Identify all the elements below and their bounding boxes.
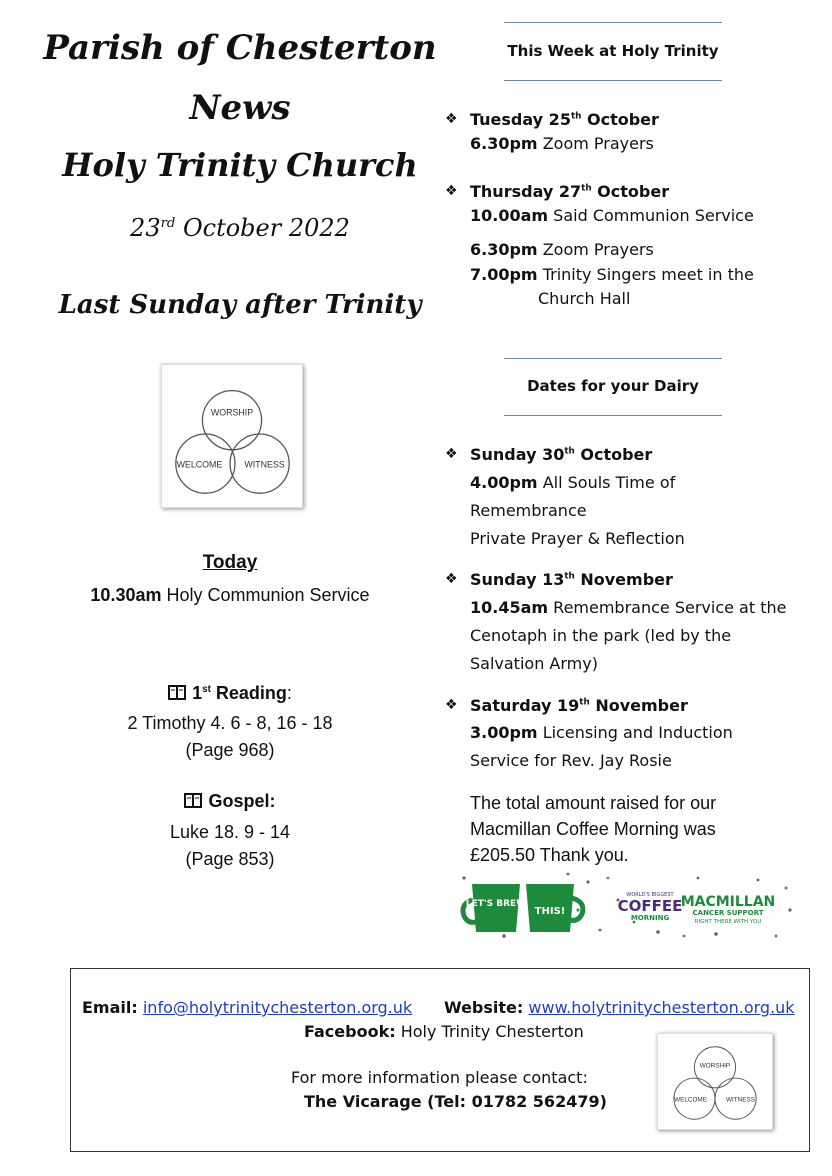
logo-text-witness: WITNESS (244, 459, 285, 470)
church-logo-small (657, 1033, 773, 1130)
event-line: 6.30pm Zoom Prayers (470, 134, 654, 153)
first-reading-heading: 1st Reading: (40, 683, 420, 704)
svg-text:LET'S BREW: LET'S BREW (465, 899, 527, 909)
event-line: 7.00pm Trinity Singers meet in the (470, 265, 754, 284)
event-line: Cenotaph in the park (led by the (470, 626, 732, 645)
svg-text:THIS!: THIS! (534, 906, 566, 917)
gospel-heading: Gospel: (40, 791, 420, 812)
svg-text:MACMILLAN: MACMILLAN (680, 894, 776, 910)
svg-text:WORLD'S BIGGEST: WORLD'S BIGGEST (626, 892, 674, 898)
facebook-line: Facebook: Holy Trinity Chesterton (304, 1022, 584, 1041)
book-icon (184, 792, 202, 807)
email-line: Email: info@holytrinitychesterton.org.uk (82, 998, 413, 1017)
contact-prompt: For more information please contact: (291, 1068, 588, 1087)
event-line: Salvation Army) (470, 654, 598, 673)
event-line: 3.00pm Licensing and Induction (470, 723, 733, 742)
mug-icon (526, 884, 583, 932)
today-service: 10.30am Holy Communion Service (90, 585, 370, 605)
email-link[interactable]: info@holytrinitychesterton.org.uk (142, 998, 413, 1017)
event-line: 10.00am Said Communion Service (470, 206, 754, 225)
book-icon (168, 684, 186, 699)
event-line: 6.30pm Zoom Prayers (470, 240, 654, 259)
logo-text-worship: WORSHIP (210, 407, 254, 418)
issue-date: 23rd October 2022 (130, 214, 350, 242)
newsletter-title: Parish of Chesterton (43, 28, 437, 68)
divider (504, 80, 722, 81)
macmillan-logo (681, 894, 776, 925)
logo-text-welcome: WELCOME (176, 459, 223, 470)
diamond-bullet-icon: ❖ (445, 571, 458, 587)
first-reading-reference: 2 Timothy 4. 6 - 8, 16 - 18 (Page 968) (127, 713, 333, 760)
event-line: Church Hall (538, 289, 631, 308)
svg-text:MORNING: MORNING (630, 914, 670, 922)
svg-text:RIGHT THERE WITH YOU: RIGHT THERE WITH YOU (694, 919, 762, 925)
svg-text:WITNESS: WITNESS (725, 1096, 755, 1104)
event-line: 4.00pm All Souls Time of (470, 473, 676, 492)
svg-text:CANCER SUPPORT: CANCER SUPPORT (692, 909, 764, 917)
coffee-morning-logo (618, 892, 683, 922)
vicarage-contact: The Vicarage (Tel: 01782 562479) (304, 1092, 607, 1111)
divider (504, 415, 722, 416)
event-line: Remembrance (470, 501, 587, 520)
divider (504, 22, 722, 23)
gospel-reference: Luke 18. 9 - 14 (Page 853) (169, 822, 291, 869)
svg-text:WELCOME: WELCOME (674, 1096, 707, 1104)
liturgical-occasion: Last Sunday after Trinity (58, 290, 422, 320)
diary-heading: Dates for your Dairy (527, 377, 699, 395)
website-link[interactable]: www.holytrinitychesterton.org.uk (528, 998, 795, 1017)
today-heading: Today (202, 552, 258, 573)
website-line: Website: www.holytrinitychesterton.org.uk (444, 998, 795, 1017)
divider (504, 358, 722, 359)
event-line: 10.45am Remembrance Service at the (470, 598, 787, 617)
diamond-bullet-icon: ❖ (445, 697, 458, 713)
diamond-bullet-icon: ❖ (445, 183, 458, 199)
mug-icon (463, 884, 526, 932)
diamond-bullet-icon: ❖ (445, 111, 458, 127)
church-name: Holy Trinity Church (62, 146, 418, 184)
event-line: Private Prayer & Reflection (470, 529, 685, 548)
macmillan-coffee-morning-banner (458, 870, 798, 942)
svg-text:WORSHIP: WORSHIP (699, 1062, 731, 1070)
diamond-bullet-icon: ❖ (445, 446, 458, 462)
macmillan-total-note: The total amount raised for our Macmillan Coffee Morning was £205.50 Thank you. (470, 793, 717, 865)
svg-text:COFFEE: COFFEE (617, 897, 683, 915)
this-week-heading: This Week at Holy Trinity (507, 42, 719, 60)
newsletter-subtitle: News (189, 88, 291, 128)
church-logo (161, 364, 303, 508)
event-line: Service for Rev. Jay Rosie (470, 751, 672, 770)
